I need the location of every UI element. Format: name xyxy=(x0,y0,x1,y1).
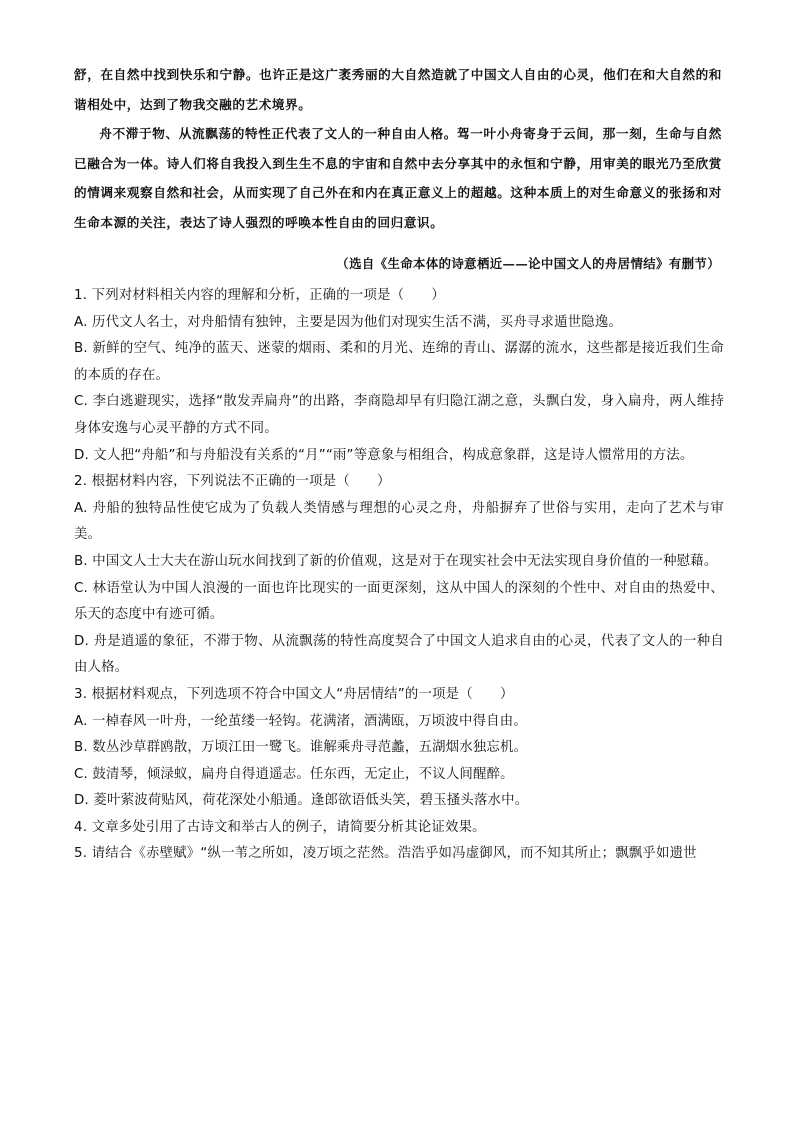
answer-option: D. 文人把“舟船”和与舟船没有关系的“月”“雨”等意象与相组合，构成意象群，这是诗人惯常用的方法。 xyxy=(74,447,694,463)
question-stem: 2. 根据材料内容，下列说法不正确的一项是（ ） xyxy=(74,474,391,490)
passage-paragraph: 舟不滞于物、从流飘荡的特性正代表了文人的一种自由人格。驾一叶小舟寄身于云间，那一刻，生命与自然已融合为一体。诗人们将自我投入到生生不息的宇宙和自然中去分享其中的永恒和宁静，用审美的眼光乃至欣赏的情调来观察自然和社会，从而实现了自己外在和内在真正意义上的超越。这种本质上的对生命意义的张扬和对生命本源的关注，表达了诗人强烈的呼唤本性自由的回归意识。 xyxy=(74,126,722,230)
answer-option: A. 一棹春风一叶舟，一纶茧缕一轻钩。花满渚，酒满瓯，万顷波中得自由。 xyxy=(74,713,527,729)
passage-source-citation: （选自《生命本体的诗意栖近——论中国文人的舟居情结》有删节） xyxy=(336,256,720,271)
answer-option: C. 鼓清琴，倾渌蚁，扁舟自得逍遥志。任东西，无定止，不议人间醒醉。 xyxy=(74,766,514,782)
answer-option: B. 中国文人士大夫在游山玩水间找到了新的价值观，这是对于在现实社会中无法实现自身价值的一种慰藉。 xyxy=(74,553,718,569)
answer-option: D. 菱叶萦波荷贴风，荷花深处小船通。逢郎欲语低头笑，碧玉搔头落水中。 xyxy=(74,793,529,809)
question-stem: 3. 根据材料观点，下列选项不符合中国文人“舟居情结”的一项是（ ） xyxy=(74,686,514,702)
answer-option: C. 李白逃避现实，选择“散发弄扁舟”的出路，李商隐却早有归隐江湖之意，头飘白发，身入扁舟，两人维持身体安逸与心灵平静的方式不同。 xyxy=(74,394,724,436)
answer-option: A. 舟船的独特品性使它成为了负载人类情感与理想的心灵之舟，舟船摒弃了世俗与实用，走向了艺术与审美。 xyxy=(74,500,724,543)
question-stem: 4. 文章多处引用了古诗文和举古人的例子，请简要分析其论证效果。 xyxy=(74,819,486,835)
answer-option: D. 舟是逍遥的象征，不滞于物、从流飘荡的特性高度契合了中国文人追求自由的心灵，代表了文人的一种自由人格。 xyxy=(74,633,724,676)
question-stem: 1. 下列对材料相关内容的理解和分析，正确的一项是（ ） xyxy=(74,288,445,303)
answer-option: B. 数丛沙草群鸥散，万顷江田一鹭飞。谁解乘舟寻范蠡，五湖烟水独忘机。 xyxy=(74,740,528,756)
answer-option: B. 新鲜的空气、纯净的蓝天、迷蒙的烟雨、柔和的月光、连绵的青山、潺潺的流水，这些都是接近我们生命的本质的存在。 xyxy=(74,341,724,383)
reading-passage xyxy=(74,60,722,237)
answer-option: A. 历代文人名士，对舟船情有独钟，主要是因为他们对现实生活不满，买舟寻求遁世隐逸。 xyxy=(74,314,623,330)
question-list xyxy=(74,283,724,868)
passage-paragraph: 舒，在自然中找到快乐和宁静。也许正是这广袤秀丽的大自然造就了中国文人自由的心灵，他们在和大自然的和谐相处中，达到了物我交融的艺术境界。 xyxy=(74,67,722,112)
question-stem: 5. 请结合《赤壁赋》“纵一苇之所如，凌万顷之茫然。浩浩乎如冯虚御风，而不知其所止；飘飘乎如遗世 xyxy=(74,846,697,862)
answer-option: C. 林语堂认为中国人浪漫的一面也许比现实的一面更深刻，这从中国人的深刻的个性中、对自由的热爱中、乐天的态度中有迹可循。 xyxy=(74,580,724,623)
